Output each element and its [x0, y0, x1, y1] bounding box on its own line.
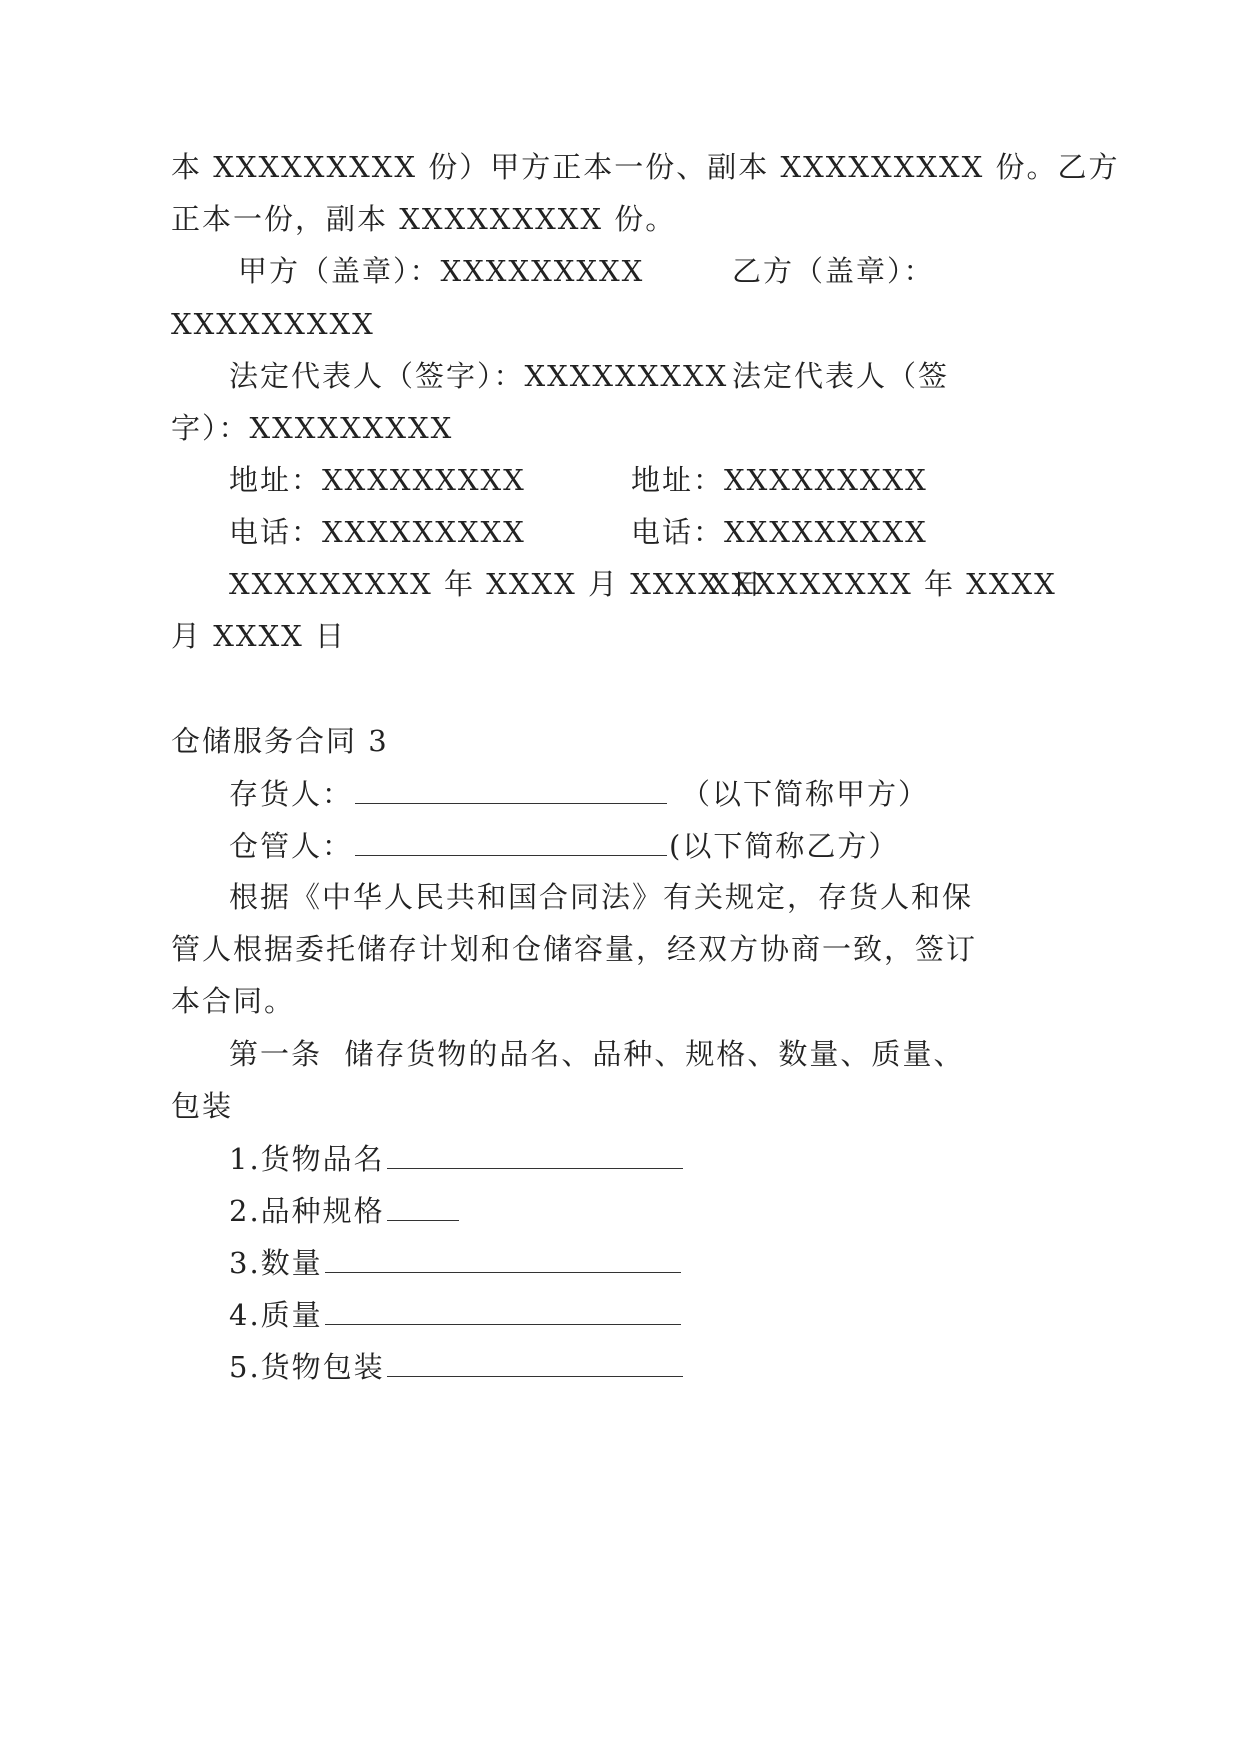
item-label: 5.货物包装 — [229, 1350, 385, 1384]
custodian-suffix: (以下简称乙方） — [669, 829, 900, 863]
party-a-representative: 法定代表人（签字）：XXXXXXXXX — [229, 359, 729, 393]
party-a-phone: 电话：XXXXXXXXX — [229, 515, 526, 549]
custodian-blank — [355, 831, 667, 856]
item-label: 2.品种规格 — [229, 1194, 385, 1228]
depositor-blank — [355, 779, 667, 804]
party-b-phone: 电话：XXXXXXXXX — [631, 515, 928, 549]
party-a-date: XXXXXXXXX 年 XXXX 月 XXXX 日 — [229, 567, 764, 601]
list-item — [229, 1248, 683, 1278]
article-1-heading-continued: 包装 — [171, 1089, 234, 1123]
custodian-label: 仓管人： — [229, 829, 354, 863]
item-blank — [325, 1248, 681, 1273]
party-b-seal-continued: XXXXXXXXX — [171, 307, 375, 341]
party-b-date: XXXXXXXXX 年 XXXX — [709, 567, 1057, 601]
contract-title: 仓储服务合同 3 — [171, 724, 389, 758]
depositor-line — [229, 779, 929, 809]
intro-line-2: 正本一份，副本 XXXXXXXXX 份。 — [171, 202, 677, 236]
party-a-seal: 甲方（盖章）：XXXXXXXXX — [238, 254, 645, 288]
item-blank — [387, 1196, 459, 1221]
depositor-label: 存货人： — [229, 777, 354, 811]
item-blank — [387, 1352, 683, 1377]
party-b-address: 地址：XXXXXXXXX — [631, 463, 928, 497]
item-label: 1.货物品名 — [229, 1142, 385, 1176]
preamble-line-3: 本合同。 — [171, 984, 296, 1018]
preamble-line-1: 根据《中华人民共和国合同法》有关规定，存货人和保 — [229, 880, 974, 914]
party-b-representative-continued: 字）：XXXXXXXXX — [171, 411, 454, 445]
list-item — [229, 1300, 683, 1330]
intro-line-1: 本 XXXXXXXXX 份）甲方正本一份、副本 XXXXXXXXX 份。乙方 — [171, 150, 1120, 184]
item-label: 3.数量 — [229, 1246, 323, 1280]
list-item — [229, 1352, 685, 1382]
party-b-seal: 乙方（盖章）： — [732, 254, 935, 288]
list-item — [229, 1144, 685, 1174]
custodian-line — [229, 831, 899, 861]
item-blank — [387, 1144, 683, 1169]
party-a-address: 地址：XXXXXXXXX — [229, 463, 526, 497]
item-blank — [325, 1300, 681, 1325]
list-item — [229, 1196, 461, 1226]
article-1-heading: 第一条 储存货物的品名、品种、规格、数量、质量、 — [229, 1037, 965, 1071]
party-b-date-continued: 月 XXXX 日 — [171, 619, 347, 653]
item-label: 4.质量 — [229, 1298, 323, 1332]
party-b-representative: 法定代表人（签 — [732, 359, 950, 393]
depositor-suffix: （以下简称甲方） — [681, 777, 930, 811]
preamble-line-2: 管人根据委托储存计划和仓储容量，经双方协商一致，签订 — [171, 932, 978, 966]
